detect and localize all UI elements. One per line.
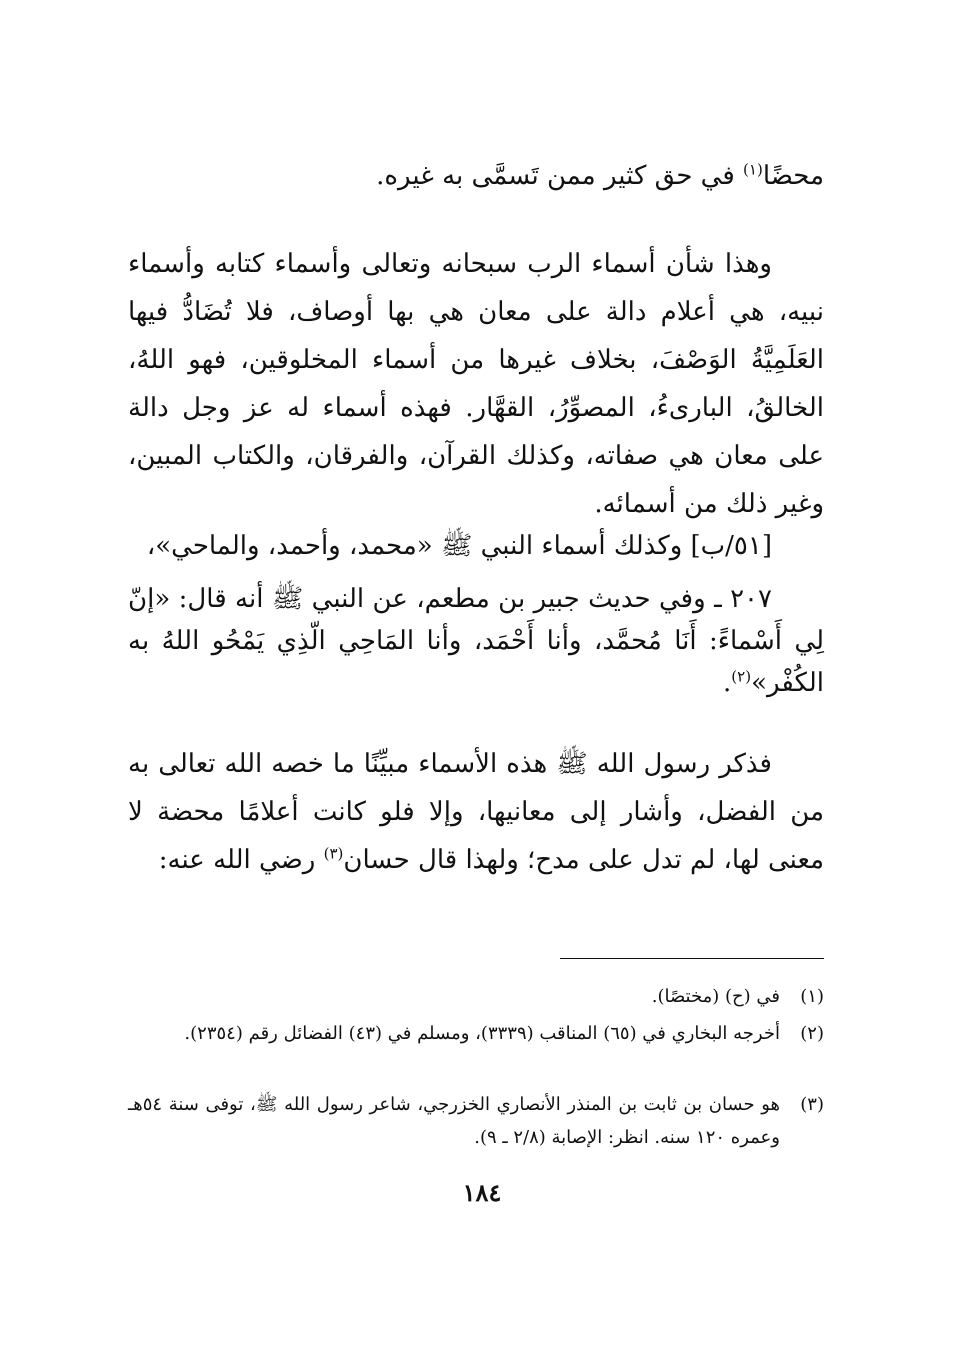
footnote-number: (٣) [800,1094,824,1115]
hadith-text: ٢٠٧ ـ وفي حديث جبير بن مطعم، عن النبي ﷺ أنه قال: «إنّ لِي أَسْماءً: أَنَا مُحمَّد، وأنا أَحْمَد، وأنا المَاحِي الّذِي يَمْحُو اللهُ به الكُفْر» [128,584,824,698]
footnote-1 [128,980,824,1013]
paragraph-text: في حق كثير ممن تَسمَّى به غيره. [376,161,744,191]
hadith-text-end: . [723,668,732,698]
footnote-text: في (ح) (مختصًا). [651,986,780,1007]
paragraph-prophet-names: [٥١/ب] وكذلك أسماء النبي ﷺ «محمد، وأحمد، والماحي»، [146,531,772,561]
footnote-text: أخرجه البخاري في (٦٥) المناقب (٣٣٣٩)، ومسلم في (٤٣) الفضائل رقم (٢٣٥٤). [184,1023,780,1044]
footnote-ref-1: (١) [743,160,763,179]
paragraph-text: محضًا [762,161,824,191]
paragraph-text: رضي الله عنه: [158,845,324,875]
page-number: ١٨٤ [462,1178,502,1207]
footnote-3 [128,1088,824,1154]
footnote-ref-3: (٣) [323,844,344,863]
footnote-number: (٢) [800,1023,824,1044]
paragraph-hadith-207 [128,578,824,704]
paragraph-continuation [128,152,824,200]
footnote-ref-2: (٢) [731,667,752,686]
paragraph-explanation [128,740,824,884]
footnote-separator [560,958,824,959]
footnote-2 [128,1017,824,1050]
paragraph-divine-names: وهذا شأن أسماء الرب سبحانه وتعالى وأسماء كتابه وأسماء نبيه، هي أعلام دالة على معان هي بها أوصاف، فلا تُضَادُّ فيها العَلَمِيَّةُ الوَصْفَ، بخلاف غيرها من أسماء المخلوقين، فهو اللهُ، الخالقُ، البارىءُ، المصوِّرُ، القهَّار. فهذه أسماء له عز وجل دالة على معان هي صفاته، وكذلك القرآن، والفرقان، والكتاب المبين، وغير ذلك من أسمائه. [128,249,824,519]
footnote-text: هو حسان بن ثابت بن المنذر الأنصاري الخزرجي، شاعر رسول الله ﷺ، توفى سنة ٥٤هـ وعمره ١٢٠ سنه. انظر: الإصابة (٢/٨ ـ ٩). [128,1094,780,1148]
paragraph-text: فذكر رسول الله ﷺ هذه الأسماء مبيِّنًا ما خصه الله تعالى به من الفضل، وأشار إلى معانيها، وإلا فلو كانت أعلامًا محضة لا معنى لها، لم تدل على مدح؛ ولهذا قال حسان [128,749,825,875]
footnote-number: (١) [800,986,824,1007]
